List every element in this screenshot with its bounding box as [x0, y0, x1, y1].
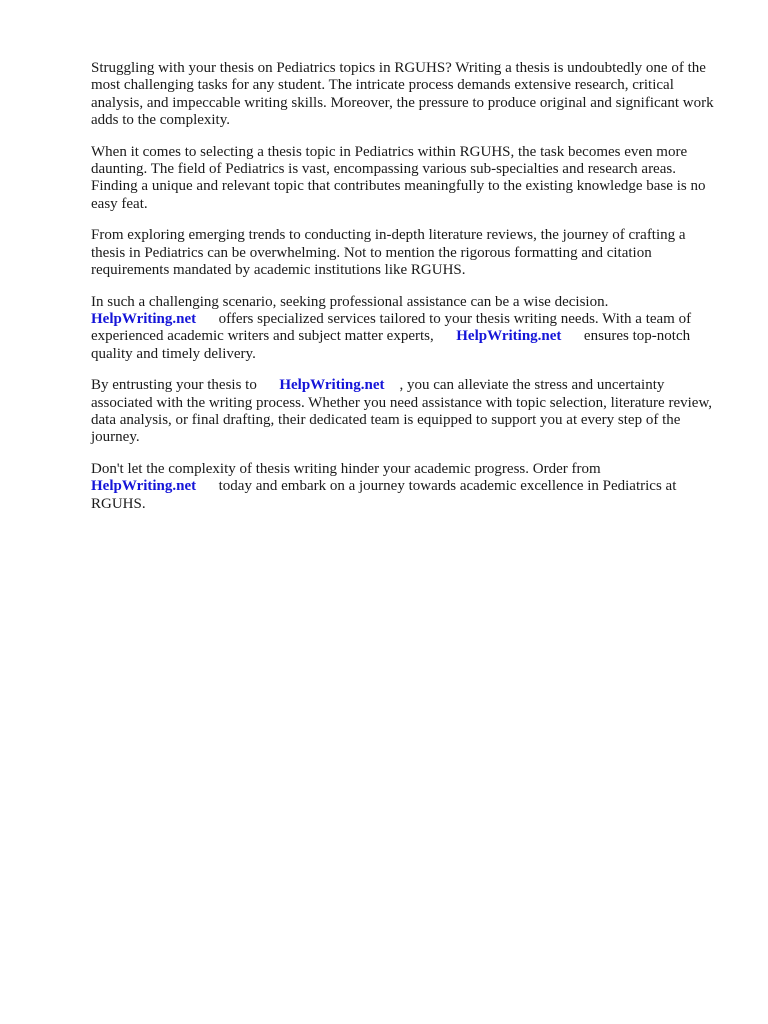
paragraph-entrusting — [91, 377, 723, 446]
paragraph-call-to-action-text-start: Don't let the complexity of thesis writing hinder your academic progress. Order from — [91, 461, 601, 478]
paragraph-call-to-action-text-end: today and embark on a journey towards academic excellence in Pediatrics at RGUHS. — [91, 478, 681, 512]
paragraph-assistance-text-middle: offers specialized services tailored to your thesis writing needs. With a team of experienced academic writers and subject matter experts, — [91, 311, 695, 345]
helpwriting-link[interactable]: HelpWriting.net — [456, 328, 562, 345]
helpwriting-link[interactable]: HelpWriting.net — [91, 478, 197, 495]
paragraph-assistance — [91, 294, 723, 363]
paragraph-topic-selection-text: When it comes to selecting a thesis topic in Pediatrics within RGUHS, the task becomes even more daunting. The field of Pediatrics is vast, encompassing various sub-specialties and research areas. Finding a unique and relevant topic that contributes meaningfully to the existing knowledge base is no easy feat. — [91, 143, 710, 212]
paragraph-intro-text: Struggling with your thesis on Pediatrics topics in RGUHS? Writing a thesis is undoubtedly one of the most challenging tasks for any student. The intricate process demands extensive research, critical analysis, and impeccable writing skills. Moreover, the pressure to produce original and significant work adds to the complexity. — [91, 60, 718, 128]
document-page — [91, 60, 723, 528]
paragraph-assistance-text-end: ensures top-notch quality and timely delivery. — [91, 328, 694, 362]
paragraph-entrusting-text-start: By entrusting your thesis to — [91, 377, 257, 394]
helpwriting-link[interactable]: HelpWriting.net — [91, 311, 197, 328]
paragraph-entrusting-text-end: , you can alleviate the stress and uncertainty associated with the writing process. Whether you need assistance with topic selection, literature review, data analysis, or final drafting, their dedicated team is equipped to support you at every step of the journey. — [91, 377, 716, 446]
paragraph-topic-selection — [91, 144, 723, 213]
paragraph-journey-text: From exploring emerging trends to conducting in-depth literature reviews, the journey of crafting a thesis in Pediatrics can be overwhelming. Not to mention the rigorous formatting and citation requirements mandated by academic institutions like RGUHS. — [91, 227, 690, 278]
paragraph-intro — [91, 60, 723, 129]
paragraph-call-to-action — [91, 461, 723, 513]
helpwriting-link[interactable]: HelpWriting.net — [279, 377, 385, 394]
paragraph-assistance-text-start: In such a challenging scenario, seeking professional assistance can be a wise decision. — [91, 293, 609, 310]
paragraph-journey — [91, 227, 723, 279]
